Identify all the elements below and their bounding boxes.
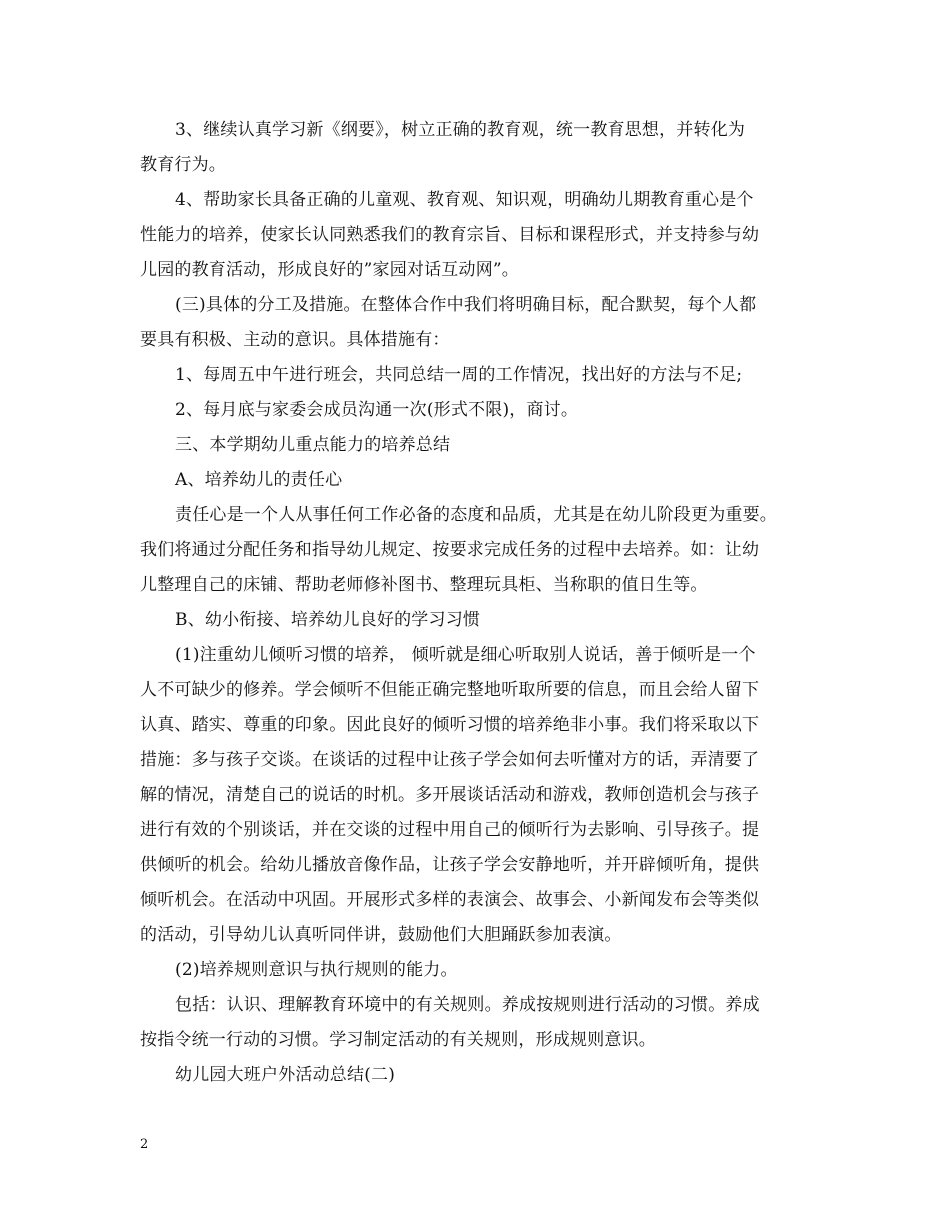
subsection-heading: A、培养幼儿的责任心	[175, 470, 343, 490]
text-line: 措施：多与孩子交谈。在谈话的过程中让孩子学会如何去听懂对方的话，弄清要了	[140, 750, 760, 770]
text-line: (1)注重幼儿倾听习惯的培养， 倾听就是细心听取别人说话，善于倾听是一个	[175, 645, 756, 665]
text-line: 3、继续认真学习新《纲要》，树立正确的教育观，统一教育思想，并转化为	[175, 120, 746, 140]
text-line: 的活动，引导幼儿认真听同伴讲，鼓励他们大胆踊跃参加表演。	[140, 925, 622, 945]
text-line: 儿整理自己的床铺、帮助老师修补图书、整理玩具柜、当称职的值日生等。	[140, 575, 708, 595]
text-line: (三)具体的分工及措施。在整体合作中我们将明确目标，配合默契，每个人都	[175, 295, 757, 315]
section-title: 幼儿园大班户外活动总结(二)	[175, 1065, 396, 1085]
text-line: 1、每周五中午进行班会，共同总结一周的工作情况，找出好的方法与不足;	[175, 365, 743, 385]
text-line: 性能力的培养，使家长认同熟悉我们的教育宗旨、目标和课程形式，并支持参与幼	[140, 225, 760, 245]
section-heading: 三、本学期幼儿重点能力的培养总结	[175, 435, 451, 455]
text-line: 责任心是一个人从事任何工作必备的态度和品质，尤其是在幼儿阶段更为重要。	[175, 505, 777, 525]
text-line: 倾听机会。在活动中巩固。开展形式多样的表演会、故事会、小新闻发布会等类似	[140, 890, 760, 910]
text-line: 供倾听的机会。给幼儿播放音像作品，让孩子学会安静地听，并开辟倾听角，提供	[140, 855, 760, 875]
text-line: 儿园的教育活动，形成良好的”家园对话互动网”。	[140, 260, 519, 280]
text-line: 我们将通过分配任务和指导幼儿规定、按要求完成任务的过程中去培养。如：让幼	[140, 540, 760, 560]
text-line: 按指令统一行动的习惯。学习制定活动的有关规则，形成规则意识。	[140, 1030, 656, 1050]
text-line: 进行有效的个别谈话，并在交谈的过程中用自己的倾听行为去影响、引导孩子。提	[140, 820, 760, 840]
text-line: 教育行为。	[140, 155, 226, 175]
page-number: 2	[140, 1137, 149, 1152]
text-line: 人不可缺少的修养。学会倾听不但能正确完整地听取所要的信息，而且会给人留下	[140, 680, 760, 700]
text-line: 包括：认识、理解教育环境中的有关规则。养成按规则进行活动的习惯。养成	[175, 995, 760, 1015]
text-line: 2、每月底与家委会成员沟通一次(形式不限)，商讨。	[175, 400, 579, 420]
text-line: 解的情况，清楚自己的说话的时机。多开展谈话活动和游戏，教师创造机会与孩子	[140, 785, 760, 805]
text-line: 认真、踏实、尊重的印象。因此良好的倾听习惯的培养绝非小事。我们将采取以下	[140, 715, 760, 735]
subsection-heading: B、幼小衔接、培养幼儿良好的学习习惯	[175, 610, 481, 630]
text-line: (2)培养规则意识与执行规则的能力。	[175, 960, 458, 980]
text-line: 要具有积极、主动的意识。具体措施有：	[140, 330, 450, 350]
text-line: 4、帮助家长具备正确的儿童观、教育观、知识观，明确幼儿期教育重心是个	[175, 190, 754, 210]
